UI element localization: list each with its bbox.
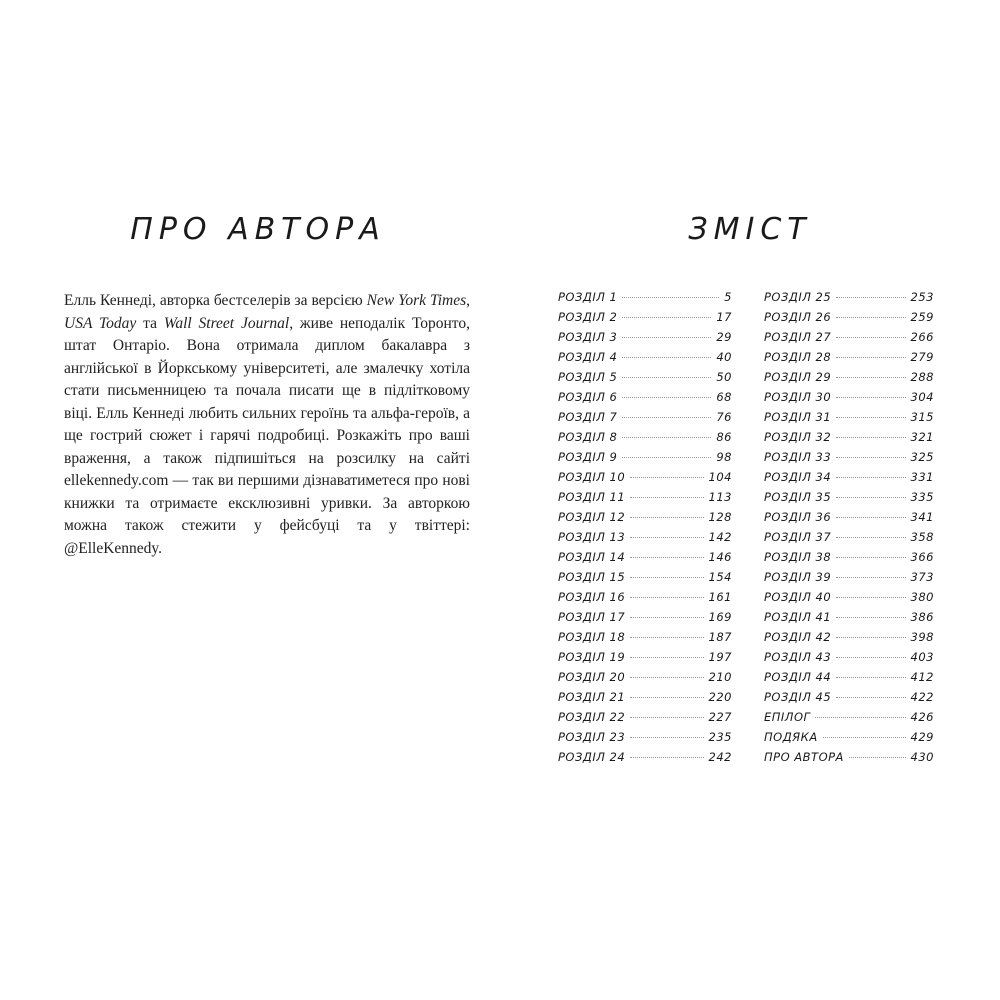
toc-entry-page-number: 242 xyxy=(708,750,732,764)
toc-entry xyxy=(764,410,934,430)
toc-entry xyxy=(558,410,732,430)
toc-entry-page-number: 266 xyxy=(910,330,934,344)
toc-entry-label: РОЗДІЛ 28 xyxy=(764,350,832,364)
toc-entry-page-number: 422 xyxy=(910,690,934,704)
toc-dot-leader xyxy=(836,417,905,418)
toc-entry-page-number: 161 xyxy=(708,590,732,604)
toc-entry xyxy=(558,430,732,450)
toc-dot-leader xyxy=(836,677,905,678)
toc-entry-page-number: 235 xyxy=(708,730,732,744)
toc-entry-label: РОЗДІЛ 13 xyxy=(558,530,626,544)
toc-entry-page-number: 426 xyxy=(910,710,934,724)
toc-dot-leader xyxy=(836,517,905,518)
toc-entry-label: РОЗДІЛ 9 xyxy=(558,450,618,464)
toc-entry xyxy=(764,650,934,670)
toc-entry xyxy=(764,690,934,710)
toc-dot-leader xyxy=(836,477,905,478)
toc-dot-leader xyxy=(836,697,905,698)
toc-entry xyxy=(558,610,732,630)
toc-dot-leader xyxy=(836,597,905,598)
toc-entry-page-number: 325 xyxy=(910,450,934,464)
toc-entry-label: РОЗДІЛ 22 xyxy=(558,710,626,724)
toc-dot-leader xyxy=(622,437,711,438)
toc-entry xyxy=(764,350,934,370)
toc-dot-leader xyxy=(622,297,719,298)
toc-entry-label: РОЗДІЛ 1 xyxy=(558,290,618,304)
toc-entry-page-number: 154 xyxy=(708,570,732,584)
toc-entry xyxy=(764,310,934,330)
toc-entry-label: РОЗДІЛ 42 xyxy=(764,630,832,644)
toc-entry-label: РОЗДІЛ 27 xyxy=(764,330,832,344)
toc-dot-leader xyxy=(849,757,906,758)
toc-dot-leader xyxy=(630,617,703,618)
toc-entry-page-number: 98 xyxy=(716,450,732,464)
toc-entry-page-number: 380 xyxy=(910,590,934,604)
toc-entry-label: РОЗДІЛ 31 xyxy=(764,410,832,424)
toc-entry xyxy=(764,490,934,510)
toc-entry xyxy=(764,530,934,550)
toc-dot-leader xyxy=(630,537,703,538)
toc-entry-page-number: 304 xyxy=(910,390,934,404)
toc-dot-leader xyxy=(836,617,905,618)
toc-entry xyxy=(558,690,732,710)
toc-column-2 xyxy=(764,290,934,770)
toc-entry-page-number: 5 xyxy=(724,290,732,304)
bio-publication-nyt: New York Times xyxy=(366,292,467,309)
contents-heading: ЗМІСТ xyxy=(688,212,812,247)
toc-dot-leader xyxy=(630,477,703,478)
toc-entry-page-number: 386 xyxy=(910,610,934,624)
toc-entry-label: РОЗДІЛ 33 xyxy=(764,450,832,464)
toc-entry-page-number: 86 xyxy=(716,430,732,444)
toc-dot-leader xyxy=(630,597,703,598)
toc-dot-leader xyxy=(815,717,905,718)
toc-entry-label: РОЗДІЛ 19 xyxy=(558,650,626,664)
toc-entry xyxy=(764,450,934,470)
toc-entry-page-number: 288 xyxy=(910,370,934,384)
toc-entry-page-number: 146 xyxy=(708,550,732,564)
toc-entry xyxy=(558,510,732,530)
toc-entry-label: РОЗДІЛ 39 xyxy=(764,570,832,584)
toc-dot-leader xyxy=(630,557,703,558)
toc-entry-page-number: 398 xyxy=(910,630,934,644)
toc-dot-leader xyxy=(836,317,905,318)
toc-entry-label: ПОДЯКА xyxy=(764,730,818,744)
toc-entry xyxy=(764,330,934,350)
toc-entry xyxy=(558,370,732,390)
toc-entry-page-number: 29 xyxy=(716,330,732,344)
toc-entry-page-number: 197 xyxy=(708,650,732,664)
toc-dot-leader xyxy=(630,657,703,658)
toc-entry-page-number: 341 xyxy=(910,510,934,524)
toc-dot-leader xyxy=(836,577,905,578)
toc-entry-label: РОЗДІЛ 14 xyxy=(558,550,626,564)
toc-entry xyxy=(764,390,934,410)
toc-entry-label: РОЗДІЛ 29 xyxy=(764,370,832,384)
toc-entry xyxy=(764,470,934,490)
bio-text-4: , живе неподалік Торонто, штат Онтаріо. Вона отримала диплом бакалавра з англійської в Йоркському університеті, але змалечку хотіла стати письменницею та почала писати ще в підлітковому віці. Елль Кеннеді любить сильних героїнь та альфа-героїв, а ще гострий сюжет і гарячі подробиці. Розкажіть про ваші враження, а також підпишіться на розсилку на сайті ellekennedy.com — так ви першими дізнаватиметеся про нові книжки та отримаєте ексклюзивні уривки. За авторкою можна також стежити у фейсбуці та у твіттері: @ElleKennedy. xyxy=(64,314,470,557)
bio-publication-usa-today: USA Today xyxy=(64,314,137,332)
toc-dot-leader xyxy=(630,497,703,498)
toc-dot-leader xyxy=(630,697,703,698)
toc-entry-page-number: 259 xyxy=(910,310,934,324)
toc-dot-leader xyxy=(836,357,905,358)
toc-entry xyxy=(558,530,732,550)
toc-entry-page-number: 279 xyxy=(910,350,934,364)
toc-entry-label: РОЗДІЛ 2 xyxy=(558,310,618,324)
toc-entry-page-number: 358 xyxy=(910,530,934,544)
toc-entry xyxy=(558,630,732,650)
toc-entry-page-number: 113 xyxy=(708,490,732,504)
toc-entry xyxy=(558,290,732,310)
toc-entry-label: РОЗДІЛ 40 xyxy=(764,590,832,604)
toc-entry-label: РОЗДІЛ 25 xyxy=(764,290,832,304)
toc-dot-leader xyxy=(622,397,711,398)
toc-entry-page-number: 68 xyxy=(716,390,732,404)
toc-entry-label: РОЗДІЛ 32 xyxy=(764,430,832,444)
toc-entry-label: РОЗДІЛ 21 xyxy=(558,690,626,704)
toc-entry xyxy=(558,670,732,690)
toc-entry xyxy=(558,590,732,610)
toc-dot-leader xyxy=(630,737,703,738)
toc-entry xyxy=(558,650,732,670)
toc-dot-leader xyxy=(622,337,711,338)
toc-dot-leader xyxy=(630,677,703,678)
toc-dot-leader xyxy=(836,457,905,458)
toc-dot-leader xyxy=(622,377,711,378)
bio-text-3: та xyxy=(136,314,164,332)
toc-dot-leader xyxy=(836,297,905,298)
toc-entry xyxy=(558,730,732,750)
toc-entry-label: РОЗДІЛ 38 xyxy=(764,550,832,564)
toc-entry-label: РОЗДІЛ 23 xyxy=(558,730,626,744)
toc-entry-label: РОЗДІЛ 12 xyxy=(558,510,626,524)
toc-entry-page-number: 430 xyxy=(910,750,934,764)
toc-entry-label: РОЗДІЛ 15 xyxy=(558,570,626,584)
toc-entry-label: РОЗДІЛ 17 xyxy=(558,610,626,624)
toc-entry-label: РОЗДІЛ 11 xyxy=(558,490,626,504)
toc-entry-page-number: 220 xyxy=(708,690,732,704)
toc-entry-page-number: 169 xyxy=(708,610,732,624)
toc-entry-page-number: 253 xyxy=(910,290,934,304)
toc-entry-page-number: 403 xyxy=(910,650,934,664)
toc-entry-page-number: 142 xyxy=(708,530,732,544)
toc-entry xyxy=(764,570,934,590)
toc-dot-leader xyxy=(622,357,711,358)
toc-entry xyxy=(558,470,732,490)
toc-dot-leader xyxy=(630,757,703,758)
toc-entry-label: РОЗДІЛ 6 xyxy=(558,390,618,404)
toc-entry-page-number: 104 xyxy=(708,470,732,484)
bio-publication-wsj: Wall Street Journal xyxy=(163,314,290,332)
toc-entry xyxy=(764,290,934,310)
toc-entry xyxy=(558,490,732,510)
toc-entry-label: РОЗДІЛ 36 xyxy=(764,510,832,524)
toc-entry-page-number: 76 xyxy=(716,410,732,424)
toc-entry-page-number: 40 xyxy=(716,350,732,364)
toc-entry xyxy=(558,390,732,410)
toc-entry xyxy=(558,550,732,570)
toc-entry-page-number: 335 xyxy=(910,490,934,504)
toc-entry-label: РОЗДІЛ 18 xyxy=(558,630,626,644)
toc-entry xyxy=(558,710,732,730)
toc-entry-page-number: 315 xyxy=(910,410,934,424)
toc-entry-label: РОЗДІЛ 26 xyxy=(764,310,832,324)
toc-dot-leader xyxy=(836,377,905,378)
toc-entry-label: РОЗДІЛ 7 xyxy=(558,410,618,424)
toc-dot-leader xyxy=(622,457,711,458)
toc-entry-label: РОЗДІЛ 41 xyxy=(764,610,832,624)
toc-entry-label: РОЗДІЛ 4 xyxy=(558,350,618,364)
toc-entry-page-number: 128 xyxy=(708,510,732,524)
toc-entry xyxy=(558,330,732,350)
toc-dot-leader xyxy=(836,657,905,658)
toc-entry xyxy=(764,550,934,570)
toc-dot-leader xyxy=(622,417,711,418)
bio-text-2: , xyxy=(466,292,470,309)
toc-entry xyxy=(558,750,732,770)
toc-entry xyxy=(764,670,934,690)
toc-dot-leader xyxy=(630,517,703,518)
toc-entry xyxy=(558,450,732,470)
toc-entry xyxy=(764,370,934,390)
toc-dot-leader xyxy=(836,337,905,338)
toc-entry-label: ПРО АВТОРА xyxy=(764,750,844,764)
toc-dot-leader xyxy=(836,537,905,538)
toc-entry-label: РОЗДІЛ 16 xyxy=(558,590,626,604)
about-author-heading: ПРО АВТОРА xyxy=(130,212,386,247)
toc-entry-label: РОЗДІЛ 8 xyxy=(558,430,618,444)
toc-column-1 xyxy=(558,290,732,770)
toc-entry-label: РОЗДІЛ 35 xyxy=(764,490,832,504)
toc-entry-label: РОЗДІЛ 45 xyxy=(764,690,832,704)
toc-entry xyxy=(764,610,934,630)
toc-dot-leader xyxy=(630,637,703,638)
toc-entry-label: РОЗДІЛ 30 xyxy=(764,390,832,404)
toc-dot-leader xyxy=(836,637,905,638)
toc-entry xyxy=(764,630,934,650)
toc-dot-leader xyxy=(622,317,711,318)
toc-entry-page-number: 210 xyxy=(708,670,732,684)
toc-entry xyxy=(764,710,934,730)
toc-dot-leader xyxy=(836,557,905,558)
toc-entry xyxy=(764,430,934,450)
toc-entry-label: РОЗДІЛ 24 xyxy=(558,750,626,764)
toc-entry-label: РОЗДІЛ 3 xyxy=(558,330,618,344)
toc-entry xyxy=(558,350,732,370)
toc-entry-page-number: 366 xyxy=(910,550,934,564)
toc-entry-label: РОЗДІЛ 5 xyxy=(558,370,618,384)
toc-dot-leader xyxy=(630,577,703,578)
toc-entry-label: ЕПІЛОГ xyxy=(764,710,811,724)
toc-entry-page-number: 17 xyxy=(716,310,732,324)
right-page xyxy=(500,0,1000,1000)
toc-entry-label: РОЗДІЛ 44 xyxy=(764,670,832,684)
toc-entry-page-number: 227 xyxy=(708,710,732,724)
toc-dot-leader xyxy=(836,497,905,498)
toc-entry xyxy=(764,730,934,750)
toc-entry xyxy=(558,310,732,330)
bio-text-1: Елль Кеннеді, авторка бестселерів за версією xyxy=(64,292,367,309)
toc-entry-label: РОЗДІЛ 43 xyxy=(764,650,832,664)
toc-entry-page-number: 50 xyxy=(716,370,732,384)
toc-entry-page-number: 429 xyxy=(910,730,934,744)
toc-entry xyxy=(764,590,934,610)
toc-entry xyxy=(764,510,934,530)
toc-entry-label: РОЗДІЛ 10 xyxy=(558,470,626,484)
toc-entry-page-number: 331 xyxy=(910,470,934,484)
toc-dot-leader xyxy=(836,397,905,398)
toc-dot-leader xyxy=(630,717,703,718)
author-bio xyxy=(64,290,470,560)
toc-entry-page-number: 187 xyxy=(708,630,732,644)
toc-dot-leader xyxy=(836,437,905,438)
toc-entry-page-number: 373 xyxy=(910,570,934,584)
toc-entry-label: РОЗДІЛ 37 xyxy=(764,530,832,544)
toc-entry xyxy=(764,750,934,770)
toc-entry-page-number: 412 xyxy=(910,670,934,684)
toc-entry-page-number: 321 xyxy=(910,430,934,444)
toc-dot-leader xyxy=(823,737,906,738)
toc-entry xyxy=(558,570,732,590)
toc-entry-label: РОЗДІЛ 20 xyxy=(558,670,626,684)
toc-entry-label: РОЗДІЛ 34 xyxy=(764,470,832,484)
